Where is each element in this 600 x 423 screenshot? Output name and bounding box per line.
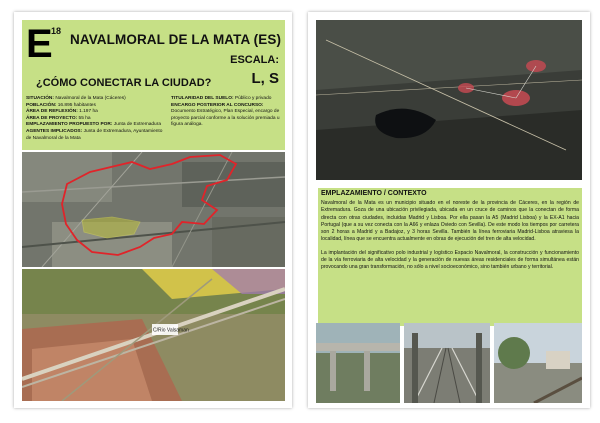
- territorial-map-image: [316, 20, 582, 180]
- info-situacion: SITUACIÓN: Navalmoral de la Mata (Cáceres): [26, 96, 126, 101]
- section-letter: E: [26, 22, 53, 66]
- location-map-graphic: [22, 269, 285, 401]
- info-titularidad: TITULARIDAD DEL SUELO: Público y privado: [171, 96, 272, 101]
- photo-railway: [404, 323, 490, 403]
- info-left-column: [26, 96, 164, 142]
- info-agentes: AGENTES IMPLICADOS: Junta de Extremadura, Ayuntamiento de Navalmoral de la Mata: [26, 128, 163, 141]
- aerial-map-image: [22, 152, 285, 267]
- header-panel: [22, 20, 285, 150]
- photo-street-graphic: [494, 323, 582, 403]
- territorial-map-graphic: [316, 20, 582, 180]
- info-emplazamiento: EMPLAZAMIENTO PROPUESTO POR: Junta de Extremadura: [26, 122, 161, 128]
- photo-viaduct: [316, 323, 400, 403]
- info-poblacion: POBLACIÓN: 16.895 habitantes: [26, 102, 96, 108]
- context-heading: EMPLAZAMIENTO / CONTEXTO: [318, 188, 582, 198]
- escala-value: L, S: [251, 70, 279, 87]
- photo-viaduct-graphic: [316, 323, 400, 403]
- left-page: [14, 12, 292, 408]
- right-page: [308, 12, 590, 408]
- context-paragraph-1: Navalmoral de la Mata es un municipio situado en el noreste de la provincia de Cáceres, en la región de Extremadura. Goza de una ubicación privilegiada, ubicada en un cruce de caminos que la conectan de forma directa con otras ciudades, incluidas Madrid y Lisboa. Por ella pasan la A5 (Madrid Lisboa) y la EX-A1 hacia Portugal (que a su vez conecta con la A66 y enlaza Oviedo con Sevilla). De este modo los tiempos por carretera son 2 horas a Madrid y a Badajoz, y 3 horas Sevilla. También la línea ferroviaria Madrid-Lisboa atraviesa la localidad, línea que se encuentra actualmente en obras de ejecución del tren de alta velocidad.: [321, 200, 579, 243]
- location-map-image: [22, 269, 285, 401]
- street-label: C/Rio Valsaman: [153, 327, 189, 334]
- section-number: 18: [51, 26, 62, 36]
- aerial-map-graphic: [22, 152, 285, 267]
- info-encargo: ENCARGO POSTERIOR AL CONCURSO: Documento Estratégico, Plan Especial, encargo de proyecto parcial conforme a la solución premiada u figura análoga.: [171, 102, 280, 128]
- info-right-column: [171, 96, 283, 129]
- photo-street: [494, 323, 582, 403]
- project-question: ¿CÓMO CONECTAR LA CIUDAD?: [36, 77, 212, 89]
- escala-label: ESCALA:: [230, 54, 279, 66]
- photo-railway-graphic: [404, 323, 490, 403]
- context-paragraph-2: La implantación del significativo polo industrial y logístico Espacio Navalmoral, la construcción y funcionamiento de la vía ferroviaria de alta velocidad y la generación de nuevas áreas residenciales de forma simultánea están provocando una gran transformación, no sólo a nivel socioeconómico, sino también urbano y territorial.: [321, 249, 579, 271]
- info-area-reflexion: ÁREA DE REFLEXIÓN: 1.197 ha: [26, 109, 98, 115]
- context-body: [318, 198, 582, 326]
- page-title: NAVALMORAL DE LA MATA (ES): [70, 32, 282, 47]
- info-area-proyecto: ÁREA DE PROYECTO: 55 ha: [26, 115, 91, 121]
